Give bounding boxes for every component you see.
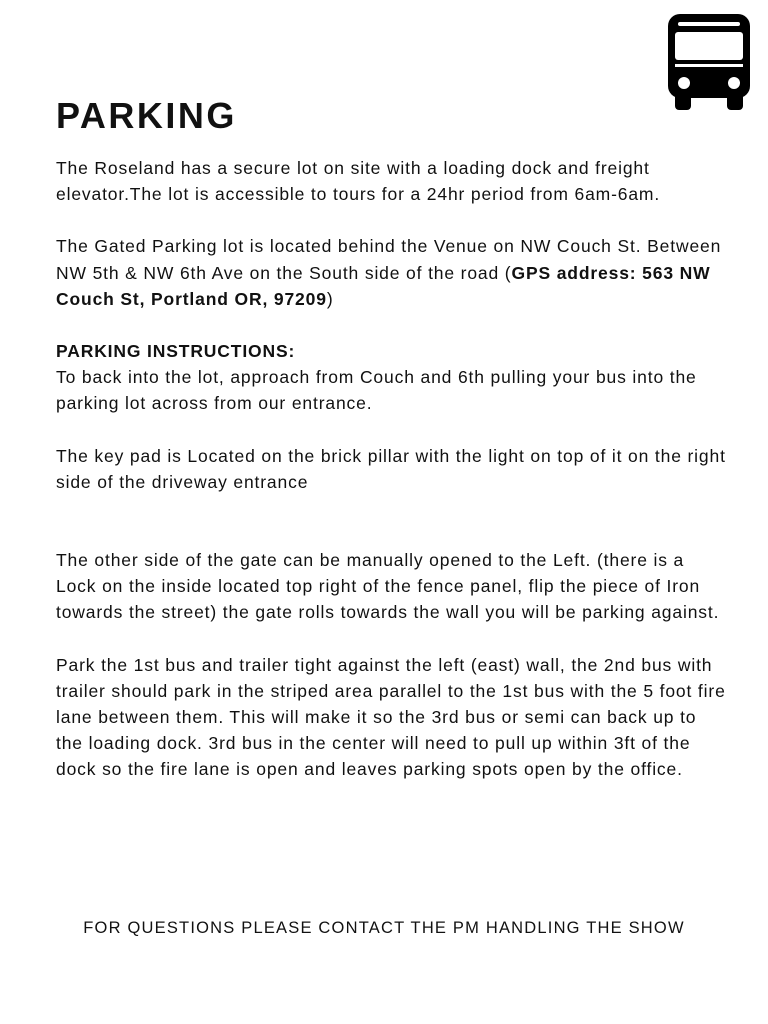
page-title: PARKING <box>56 95 237 136</box>
instructions-heading: PARKING INSTRUCTIONS: <box>56 341 296 362</box>
gps-address: GPS address: 563 NW Couch St, Portland OR, 97209 <box>56 262 711 309</box>
keypad-paragraph: The key pad is Located on the brick pillar with the light on top of it on the right side of the driveway entrance <box>56 445 726 492</box>
intro-paragraph: The Roseland has a secure lot on site with a loading dock and freight elevator.The lot is accessible to tours for a 24hr period from 6am-6am. <box>56 158 661 205</box>
gate-paragraph: The other side of the gate can be manually opened to the Left. (there is a Lock on the inside located top right of the fence panel, flip the piece of Iron towards the street) the gate rolls towards the wall you will be parking against. <box>56 550 720 623</box>
location-text: The Gated Parking lot is located behind the Venue on NW Couch St. Between NW 5th & NW 6th Ave on the South side of the road ( <box>56 236 722 283</box>
bus-icon <box>668 14 750 110</box>
park-paragraph: Park the 1st bus and trailer tight against the left (east) wall, the 2nd bus with trailer should park in the striped area parallel to the 1st bus with the 5 foot fire lane between them. This will make it so the 3rd bus or semi can back up to the loading dock. 3rd bus in the center will need to pull up within 3ft of the dock so the fire lane is open and leaves parking spots open by the office. <box>56 654 726 780</box>
content-body <box>56 155 728 783</box>
contact-footer: FOR QUESTIONS PLEASE CONTACT THE PM HANDLING THE SHOW <box>83 919 685 937</box>
approach-paragraph: To back into the lot, approach from Couch and 6th pulling your bus into the parking lot across from our entrance. <box>56 367 697 414</box>
location-close: ) <box>326 288 334 309</box>
location-paragraph <box>56 233 728 312</box>
